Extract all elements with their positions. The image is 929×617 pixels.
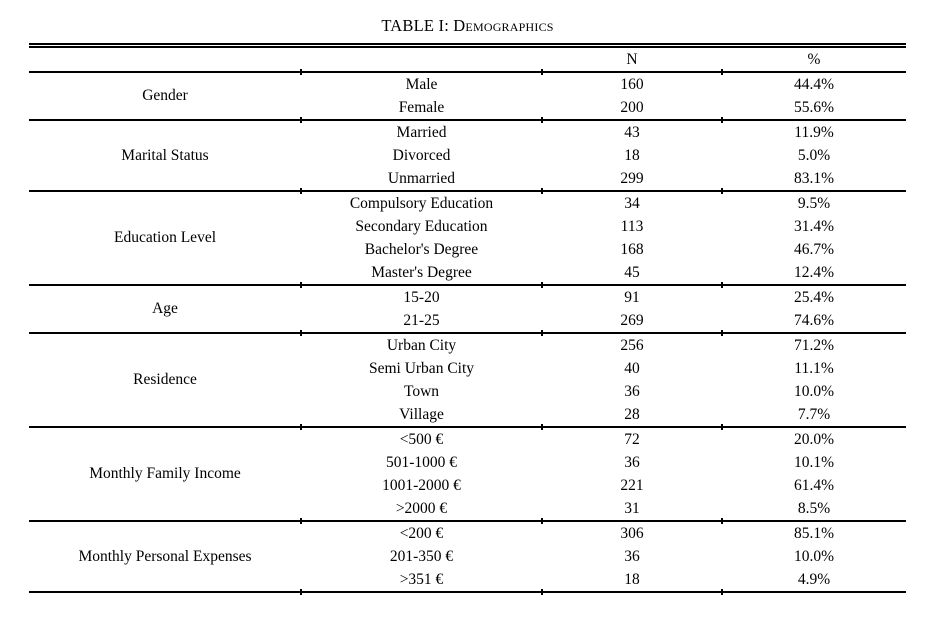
n-cell: 168 bbox=[620, 240, 644, 258]
subcategory-cell: Master's Degree bbox=[371, 263, 472, 281]
subcategory-cell: >351 € bbox=[301, 568, 542, 592]
table-row bbox=[29, 120, 906, 144]
table-caption: TABLE I: Demographics bbox=[381, 16, 554, 35]
pct-cell: 61.4% bbox=[793, 476, 835, 494]
table-row bbox=[29, 427, 906, 451]
subcategory-cell: Compulsory Education bbox=[301, 191, 542, 215]
pct-cell: 10.1% bbox=[793, 453, 835, 471]
pct-cell: 44.4% bbox=[722, 72, 906, 96]
demographics-table bbox=[29, 43, 906, 593]
subcategory-cell: >2000 € bbox=[395, 499, 448, 517]
table-row bbox=[29, 285, 906, 309]
header-empty-category bbox=[29, 46, 301, 73]
pct-cell: 4.9% bbox=[722, 568, 906, 592]
pct-cell: 20.0% bbox=[722, 427, 906, 451]
pct-cell: 10.0% bbox=[793, 547, 835, 565]
header-pct-label: % bbox=[722, 46, 906, 73]
n-cell: 34 bbox=[542, 191, 722, 215]
n-cell: 36 bbox=[624, 382, 640, 400]
table-row bbox=[29, 333, 906, 357]
category-cell: Monthly Family Income bbox=[29, 427, 301, 521]
subcategory-cell: Male bbox=[301, 72, 542, 96]
category-cell: Marital Status bbox=[29, 120, 301, 191]
n-cell: 91 bbox=[542, 285, 722, 309]
subcategory-cell: Semi Urban City bbox=[368, 359, 475, 377]
pct-cell: 71.2% bbox=[722, 333, 906, 357]
subcategory-cell: Village bbox=[399, 405, 444, 423]
subcategory-cell: Urban City bbox=[301, 333, 542, 357]
subcategory-cell: Secondary Education bbox=[355, 217, 488, 235]
n-cell: 18 bbox=[624, 146, 640, 164]
table-body bbox=[29, 72, 906, 592]
subcategory-cell: Bachelor's Degree bbox=[364, 240, 479, 258]
pct-cell: 55.6% bbox=[793, 98, 835, 116]
subcategory-cell: Married bbox=[301, 120, 542, 144]
subcategory-cell: Town bbox=[403, 382, 440, 400]
demographics-table-container bbox=[29, 16, 906, 593]
subcategory-cell: Unmarried bbox=[387, 169, 456, 187]
category-cell: Age bbox=[29, 285, 301, 333]
pct-cell: 11.1% bbox=[794, 359, 834, 377]
pct-cell: 5.0% bbox=[797, 146, 831, 164]
pct-cell: 25.4% bbox=[722, 285, 906, 309]
pct-cell: 12.4% bbox=[793, 263, 835, 281]
n-cell: 269 bbox=[620, 311, 644, 329]
n-cell: 306 bbox=[542, 521, 722, 545]
subcategory-cell: 1001-2000 € bbox=[382, 476, 461, 494]
n-cell: 299 bbox=[620, 169, 644, 187]
table-row bbox=[29, 191, 906, 215]
subcategory-cell: Female bbox=[398, 98, 445, 116]
category-cell: Gender bbox=[29, 72, 301, 120]
pct-cell: 9.5% bbox=[722, 191, 906, 215]
subcategory-cell: 21-25 bbox=[403, 311, 440, 329]
subcategory-cell: Divorced bbox=[392, 146, 451, 164]
n-cell: 31 bbox=[624, 499, 640, 517]
n-cell: 18 bbox=[542, 568, 722, 592]
n-cell: 113 bbox=[620, 217, 644, 235]
pct-cell: 11.9% bbox=[722, 120, 906, 144]
subcategory-cell: <200 € bbox=[301, 521, 542, 545]
category-cell: Education Level bbox=[29, 191, 301, 285]
pct-cell: 46.7% bbox=[793, 240, 835, 258]
header-empty-subcategory bbox=[301, 46, 542, 73]
category-cell: Monthly Personal Expenses bbox=[29, 521, 301, 592]
n-cell: 43 bbox=[542, 120, 722, 144]
pct-cell: 83.1% bbox=[793, 169, 835, 187]
pct-cell: 10.0% bbox=[793, 382, 835, 400]
pct-cell: 85.1% bbox=[722, 521, 906, 545]
n-cell: 256 bbox=[542, 333, 722, 357]
subcategory-cell: 201-350 € bbox=[389, 547, 454, 565]
n-cell: 36 bbox=[624, 547, 640, 565]
table-row bbox=[29, 521, 906, 545]
pct-cell: 8.5% bbox=[797, 499, 831, 517]
pct-cell: 7.7% bbox=[797, 405, 831, 423]
n-cell: 160 bbox=[542, 72, 722, 96]
subcategory-cell: 15-20 bbox=[301, 285, 542, 309]
subcategory-cell: <500 € bbox=[301, 427, 542, 451]
n-cell: 72 bbox=[542, 427, 722, 451]
header-n-label: N bbox=[542, 46, 722, 73]
pct-cell: 74.6% bbox=[793, 311, 835, 329]
n-cell: 221 bbox=[620, 476, 644, 494]
pct-cell: 31.4% bbox=[793, 217, 835, 235]
n-cell: 40 bbox=[624, 359, 640, 377]
n-cell: 200 bbox=[620, 98, 644, 116]
table-header-row bbox=[29, 46, 906, 73]
subcategory-cell: 501-1000 € bbox=[385, 453, 458, 471]
table-row bbox=[29, 72, 906, 96]
n-cell: 45 bbox=[624, 263, 640, 281]
category-cell: Residence bbox=[29, 333, 301, 427]
n-cell: 28 bbox=[624, 405, 640, 423]
n-cell: 36 bbox=[624, 453, 640, 471]
